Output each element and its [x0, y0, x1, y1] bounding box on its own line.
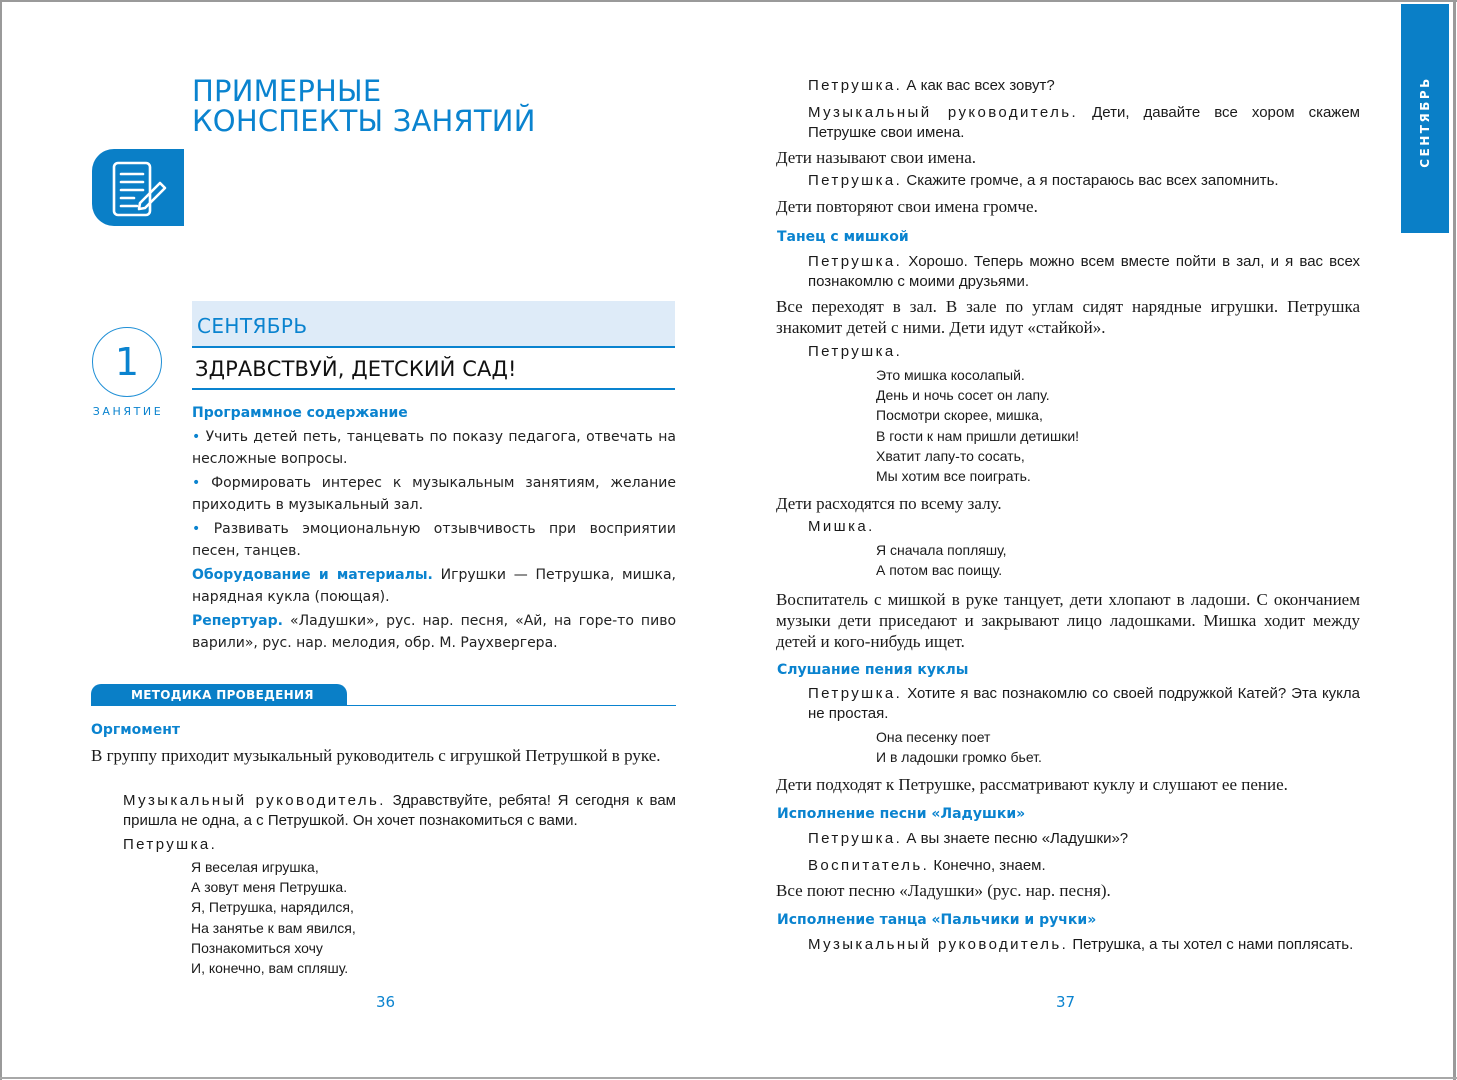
- orgmoment-text: В группу приходит музыкальный руководитель с игрушкой Петрушкой в руке.: [91, 746, 661, 765]
- page-number: 36: [376, 993, 396, 1011]
- speech-text: Хотите я вас познакомлю со своей подружкой Катей? Эта кукла не простая.: [808, 685, 1361, 722]
- narration-text: Все переходят в зал. В зале по углам сидят нарядные игрушки. Петрушка знакомит детей с ними. Дети идут «стайкой».: [776, 297, 1360, 337]
- verse-block: [876, 540, 1007, 580]
- verse-line: А потом вас поищу.: [876, 562, 1003, 579]
- speaker-name: Петрушка.: [123, 836, 218, 853]
- program-content: [192, 402, 676, 654]
- verse-line: Я, Петрушка, нарядился,: [191, 899, 354, 916]
- verse-line: Посмотри скорее, мишка,: [876, 407, 1043, 424]
- lesson-label: ЗАНЯТИЕ: [92, 405, 164, 418]
- method-section-bar: [91, 684, 676, 706]
- speaker-name: Мишка.: [808, 518, 875, 535]
- speaker-name: Петрушка.: [808, 253, 903, 270]
- speaker-name: Музыкальный руководитель.: [123, 792, 386, 809]
- speaker-name: Петрушка.: [808, 830, 903, 847]
- speech-line: [123, 835, 676, 855]
- left-page: [0, 0, 728, 1080]
- program-item: [192, 518, 676, 562]
- month-side-tab-label: СЕНТЯБРЬ: [1418, 76, 1432, 168]
- program-item-text: Формировать интерес к музыкальным занятиям, желание приходить в музыкальный зал.: [192, 475, 676, 513]
- program-item-text: Развивать эмоциональную отзывчивость при восприятии песен, танцев.: [192, 521, 677, 559]
- speech-text: Хорошо. Теперь можно всем вместе пойти в зал, и я вас всех познакомлю с моими друзьями.: [808, 253, 1360, 290]
- narration-text: Все поют песню «Ладушки» (рус. нар. песня).: [776, 881, 1111, 900]
- lesson-number-circle: [92, 327, 162, 397]
- program-item: [192, 426, 676, 470]
- speaker-name: Музыкальный руководитель.: [808, 104, 1079, 121]
- speech-line: [808, 342, 1360, 362]
- page-edge-right: [1453, 0, 1456, 1080]
- verse-line: День и ночь сосет он лапу.: [876, 387, 1050, 404]
- narration-text: Дети повторяют свои имена громче.: [776, 197, 1038, 216]
- method-tab: [91, 684, 347, 706]
- speech-line: [808, 103, 1360, 143]
- chapter-title-line-1: ПРИМЕРНЫЕ: [192, 74, 382, 108]
- verse-block: [191, 857, 356, 978]
- speech-line: [808, 829, 1360, 849]
- verse-line: А зовут меня Петрушка.: [191, 879, 348, 896]
- speaker-name: Воспитатель.: [808, 857, 930, 874]
- speech-text: Скажите громче, а я постараюсь вас всех запомнить.: [906, 172, 1279, 189]
- verse-line: Я веселая игрушка,: [191, 859, 319, 875]
- bullet-icon: •: [192, 429, 201, 445]
- speech-text: А вы знаете песню «Ладушки»?: [906, 830, 1129, 847]
- verse-line: И, конечно, вам спляшу.: [191, 960, 349, 977]
- equipment-label: Оборудование и материалы.: [192, 567, 433, 583]
- bullet-icon: •: [192, 521, 201, 537]
- section-heading-dance-bear: Танец с мишкой: [777, 229, 909, 245]
- verse-line: Хватит лапу-то сосать,: [876, 447, 1025, 464]
- repertoire-text: «Ладушки», рус. нар. песня, «Ай, на горе-то пиво варили», рус. нар. мелодия, обр. М. Раухвергера.: [192, 613, 677, 651]
- verse-line: Я сначала попляшу,: [876, 542, 1007, 558]
- narration-text: Воспитатель с мишкой в руке танцует, дети хлопают в ладоши. С окончанием музыки дети приседают и закрывают лицо ладошками. Мишка ходит между детей и кого-нибудь ищет.: [776, 590, 1360, 651]
- speech-line: [808, 684, 1360, 724]
- program-item-text: Учить детей петь, танцевать по показу педагога, отвечать на несложные вопросы.: [192, 429, 676, 467]
- orgmoment-heading: Оргмомент: [91, 722, 181, 738]
- verse-line: Познакомиться хочу: [191, 939, 323, 956]
- speech-text: Дети, давайте все хором скажем Петрушке свои имена.: [808, 104, 1360, 141]
- month-heading: СЕНТЯБРЬ: [197, 314, 308, 338]
- speech-line: [808, 935, 1360, 955]
- speech-line: [808, 517, 1360, 537]
- month-band: [192, 301, 675, 348]
- speech-text: Здравствуйте, ребята! Я сегодня к вам пришла не одна, а с Петрушкой. Он хочет познакомиться с вами.: [123, 792, 676, 829]
- verse-line: Мы хотим все поиграть.: [876, 468, 1031, 485]
- section-heading-doll-singing: Слушание пения куклы: [777, 662, 969, 678]
- speech-line: [808, 856, 1360, 876]
- lesson-title: ЗДРАВСТВУЙ, ДЕТСКИЙ САД!: [195, 357, 517, 381]
- verse-line: И в ладошки громко бьет.: [876, 749, 1042, 766]
- speech-text: Конечно, знаем.: [933, 857, 1046, 874]
- lesson-number: 1: [114, 340, 140, 384]
- speaker-name: Петрушка.: [808, 172, 903, 189]
- speech-line: [123, 791, 676, 831]
- equipment-paragraph: [192, 564, 676, 608]
- month-side-tab: [1401, 4, 1449, 233]
- speaker-name: Петрушка.: [808, 343, 903, 360]
- chapter-title: [192, 76, 536, 136]
- speech-text: Петрушка, а ты хотел с нами поплясать.: [1072, 936, 1354, 953]
- repertoire-paragraph: [192, 610, 676, 654]
- speech-line: [808, 171, 1360, 191]
- speaker-name: Музыкальный руководитель.: [808, 936, 1069, 953]
- section-heading-song: Исполнение песни «Ладушки»: [777, 806, 1026, 822]
- verse-line: Это мишка косолапый.: [876, 367, 1025, 383]
- repertoire-label: Репертуар.: [192, 613, 283, 629]
- method-tab-label: МЕТОДИКА ПРОВЕДЕНИЯ: [131, 688, 314, 702]
- bullet-icon: •: [192, 475, 201, 491]
- speech-line: [808, 252, 1360, 292]
- speaker-name: Петрушка.: [808, 685, 903, 702]
- program-heading: Программное содержание: [192, 405, 408, 421]
- verse-line: Она песенку поет: [876, 729, 991, 745]
- chapter-title-line-2: КОНСПЕКТЫ ЗАНЯТИЙ: [192, 104, 536, 138]
- speech-line: [808, 76, 1360, 96]
- page-number: 37: [1056, 993, 1076, 1011]
- narration-text: Дети подходят к Петрушке, рассматривают куклу и слушают ее пение.: [776, 775, 1288, 794]
- verse-line: В гости к нам пришли детишки!: [876, 427, 1080, 444]
- narration-text: Дети называют свои имена.: [776, 148, 977, 167]
- document-pencil-icon: [92, 149, 184, 226]
- verse-block: [876, 365, 1079, 486]
- verse-line: На занятье к вам явился,: [191, 919, 356, 936]
- equipment-text: Игрушки — Петрушка, мишка, нарядная кукла (поющая).: [192, 567, 676, 605]
- lesson-title-row: [192, 348, 675, 390]
- speech-text: А как вас всех зовут?: [906, 77, 1055, 94]
- section-heading-finger-dance: Исполнение танца «Пальчики и ручки»: [777, 912, 1097, 928]
- narration-text: Дети расходятся по всему залу.: [776, 494, 1002, 513]
- speaker-name: Петрушка.: [808, 77, 903, 94]
- verse-block: [876, 727, 1042, 767]
- program-item: [192, 472, 676, 516]
